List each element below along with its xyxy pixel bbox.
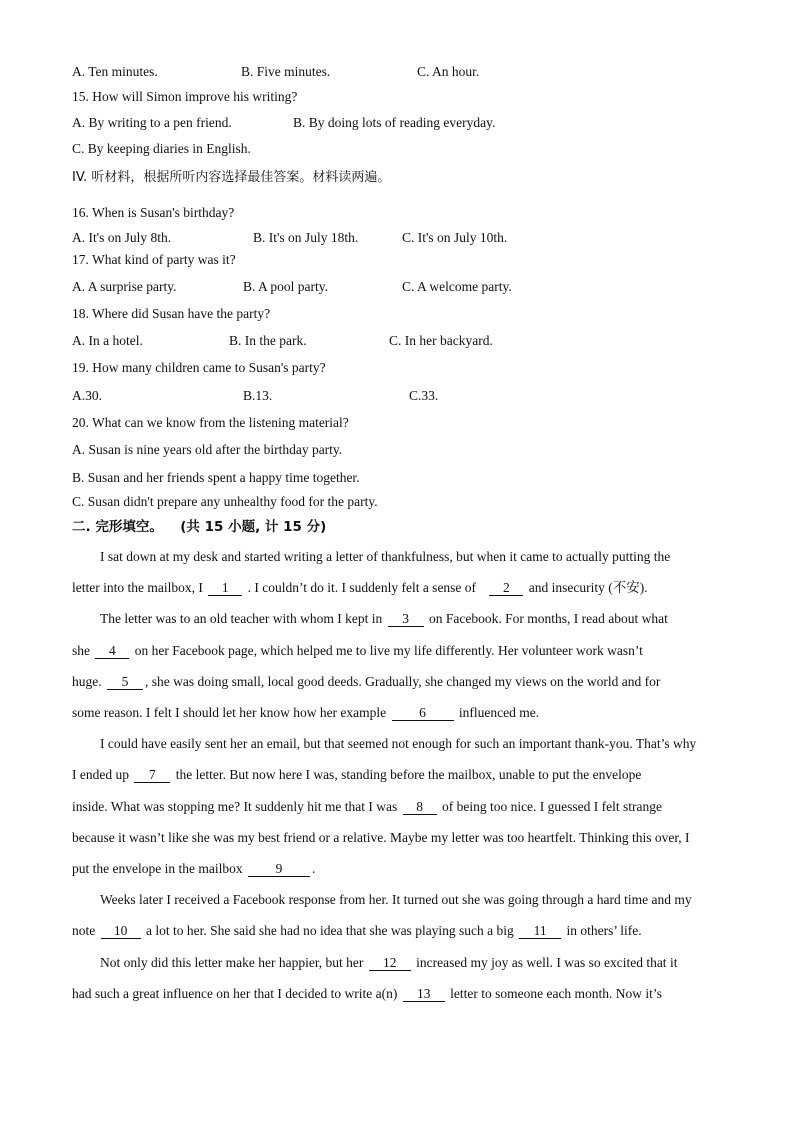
blank-7[interactable]: 7	[134, 767, 170, 783]
q17-option-c: C. A welcome party.	[402, 279, 512, 294]
blank-2[interactable]: 2	[489, 580, 523, 596]
q19-question: 19. How many children came to Susan's party?	[72, 360, 326, 375]
passage-line: put the envelope in the mailbox 9 .	[72, 861, 316, 877]
blank-5[interactable]: 5	[107, 674, 143, 690]
q15-option-b: B. By doing lots of reading everyday.	[293, 115, 496, 130]
q14-option-a: A. Ten minutes.	[72, 64, 158, 79]
section-4-heading: IV. 听材料，根据所听内容选择最佳答案。材料读两遍。	[72, 170, 391, 185]
blank-8[interactable]: 8	[403, 799, 437, 815]
blank-1[interactable]: 1	[208, 580, 242, 596]
q16-option-a: A. It's on July 8th.	[72, 230, 172, 245]
blank-3[interactable]: 3	[388, 611, 424, 627]
passage-line: note 10 a lot to her. She said she had no idea that she was playing such a big 11 in others’ life.	[72, 923, 642, 939]
q19-option-b: B.13.	[243, 388, 273, 403]
q16-option-b: B. It's on July 18th.	[253, 230, 359, 245]
q16-question: 16. When is Susan's birthday?	[72, 205, 235, 220]
passage-line: I ended up 7 the letter. But now here I was, standing before the mailbox, unable to put the envelope	[72, 767, 642, 783]
q18-option-b: B. In the park.	[229, 333, 307, 348]
blank-4[interactable]: 4	[95, 643, 129, 659]
passage-line: some reason. I felt I should let her know how her example 6 influenced me.	[72, 705, 540, 721]
section-2-title: 二. 完形填空。	[72, 519, 163, 535]
passage-line: letter into the mailbox, I 1 . I couldn’t do it. I suddenly felt a sense of 2 and insecurity (不安).	[72, 580, 648, 596]
q20-option-c: C. Susan didn't prepare any unhealthy food for the party.	[72, 494, 378, 509]
q15-question: 15. How will Simon improve his writing?	[72, 89, 298, 104]
blank-6[interactable]: 6	[392, 705, 454, 721]
q18-option-c: C. In her backyard.	[389, 333, 493, 348]
passage-line: because it wasn’t like she was my best friend or a relative. Maybe my letter was too heartfelt. Thinking this over, I	[72, 829, 690, 845]
passage-line: inside. What was stopping me? It suddenly hit me that I was 8 of being too nice. I guessed I felt strange	[72, 798, 663, 814]
cloze-passage	[72, 541, 722, 1009]
blank-10[interactable]: 10	[101, 923, 141, 939]
q20-question: 20. What can we know from the listening material?	[72, 415, 349, 430]
q17-question: 17. What kind of party was it?	[72, 252, 236, 267]
blank-9[interactable]: 9	[248, 861, 310, 877]
q19-option-c: C.33.	[409, 388, 439, 403]
q19-option-a: A.30.	[72, 388, 102, 403]
q15-option-c: C. By keeping diaries in English.	[72, 141, 251, 156]
q15-option-a: A. By writing to a pen friend.	[72, 115, 232, 130]
q18-question: 18. Where did Susan have the party?	[72, 306, 271, 321]
passage-line: she 4 on her Facebook page, which helped me to live my life differently. Her volunteer work wasn’t	[72, 642, 643, 658]
passage-line: had such a great influence on her that I decided to write a(n) 13 letter to someone each month. Now it’s	[72, 985, 662, 1001]
blank-13[interactable]: 13	[403, 986, 445, 1002]
q14-option-b: B. Five minutes.	[241, 64, 331, 79]
q20-option-b: B. Susan and her friends spent a happy time together.	[72, 470, 360, 485]
passage-line: huge. 5 , she was doing small, local good deeds. Gradually, she changed my views on the world and for	[72, 673, 661, 689]
passage-line: Weeks later I received a Facebook response from her. It turned out she was going through a hard time and my	[100, 892, 692, 908]
passage-line: I sat down at my desk and started writing a letter of thankfulness, but when it came to actually putting the	[100, 549, 671, 564]
q18-option-a: A. In a hotel.	[72, 333, 143, 348]
q17-option-b: B. A pool party.	[243, 279, 329, 294]
q14-option-c: C. An hour.	[417, 64, 480, 79]
passage-line: I could have easily sent her an email, but that seemed not enough for such an important thank-you. That’s why	[100, 736, 697, 752]
section-2-heading	[72, 518, 326, 536]
q17-option-a: A. A surprise party.	[72, 279, 177, 294]
passage-line: The letter was to an old teacher with whom I kept in 3 on Facebook. For months, I read about what	[100, 611, 668, 627]
blank-12[interactable]: 12	[369, 955, 411, 971]
q20-option-a: A. Susan is nine years old after the birthday party.	[72, 442, 343, 457]
section-2-note: (共 15 小题, 计 15 分)	[180, 519, 327, 535]
q16-option-c: C. It's on July 10th.	[402, 230, 508, 245]
passage-line: Not only did this letter make her happier, but her 12 increased my joy as well. I was so excited that it	[100, 954, 678, 970]
blank-11[interactable]: 11	[519, 923, 561, 939]
